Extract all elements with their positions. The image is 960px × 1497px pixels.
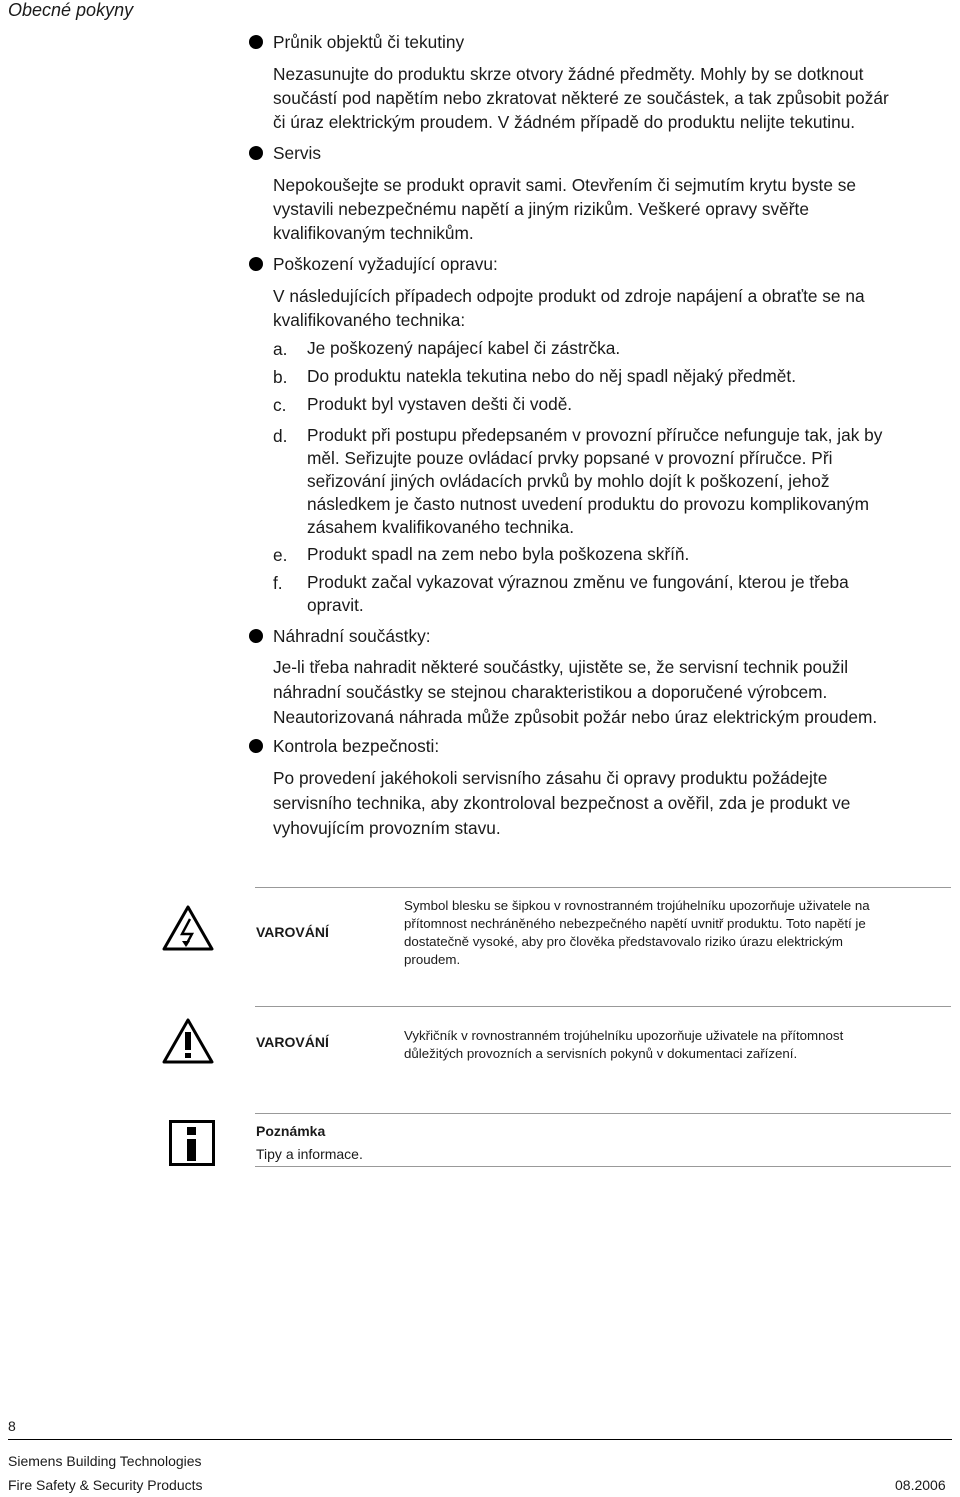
paragraph-line: vyhovujícím provozním stavu. — [273, 818, 501, 838]
notice-text-line: důležitých provozních a servisních pokynů v dokumentaci zařízení. — [404, 1046, 798, 1061]
footer-company: Siemens Building Technologies — [8, 1453, 202, 1469]
list-item: zásahem kvalifikovaného technika. — [307, 517, 575, 537]
bullet — [249, 257, 263, 271]
bullet — [249, 739, 263, 753]
list-item: Produkt spadl na zem nebo byla poškozena skříň. — [307, 544, 690, 564]
paragraph-line: součástí pod napětím nebo zkratovat některé ze součástek, a tak způsobit požár — [273, 88, 889, 108]
paragraph-line: Neautorizovaná náhrada může způsobit požár nebo úraz elektrickým proudem. — [273, 707, 878, 727]
exclamation-warning-icon — [161, 1017, 215, 1065]
paragraph-line: vystavili nebezpečnému napětí a jiným rizikům. Veškeré opravy svěřte — [273, 199, 809, 219]
bullet — [249, 146, 263, 160]
paragraph-line: V následujících případech odpojte produkt od zdroje napájení a obraťte se na — [273, 286, 865, 306]
divider — [255, 1166, 951, 1167]
paragraph-line: Je-li třeba nahradit některé součástky, ujistěte se, že servisní technik použil — [273, 657, 849, 677]
list-letter: b. — [273, 367, 288, 387]
note-label: Poznámka — [256, 1123, 326, 1139]
paragraph-line: kvalifikovaným technikům. — [273, 223, 474, 243]
paragraph-line: kvalifikovaného technika: — [273, 310, 466, 330]
notice-text-line: dostatečně vysoké, aby pro člověka představovalo riziko úrazu elektrickým — [404, 934, 843, 949]
section-title: Náhradní součástky: — [273, 626, 431, 646]
paragraph-line: či úraz elektrickým proudem. V žádném případě do produktu nelijte tekutinu. — [273, 112, 856, 132]
warning-label: VAROVÁNÍ — [256, 1034, 329, 1050]
divider — [255, 1006, 951, 1007]
notice-text-line: Symbol blesku se šipkou v rovnostranném trojúhelníku upozorňuje uživatele na — [404, 898, 870, 913]
notice-text-line: proudem. — [404, 952, 461, 967]
note-text: Tipy a informace. — [256, 1146, 363, 1162]
lightning-warning-icon — [161, 904, 215, 952]
list-item: Produkt byl vystaven dešti či vodě. — [307, 394, 573, 414]
list-item: Produkt při postupu předepsaném v provozní příručce nefunguje tak, jak by — [307, 425, 883, 445]
list-item: seřizování jiných ovládacích prvků by mohlo dojít k poškození, jehož — [307, 471, 830, 491]
section-title: Poškození vyžadující opravu: — [273, 254, 498, 274]
list-letter: c. — [273, 395, 287, 415]
list-letter: a. — [273, 339, 288, 359]
list-item: Do produktu natekla tekutina nebo do něj spadl nějaký předmět. — [307, 366, 796, 386]
list-letter: e. — [273, 545, 288, 565]
bullet — [249, 629, 263, 643]
section-title: Kontrola bezpečnosti: — [273, 736, 440, 756]
list-item: Produkt začal vykazovat výraznou změnu ve fungování, kterou je třeba — [307, 572, 849, 592]
notice-text-line: přítomnost nechráněného nebezpečného napětí uvnitř produktu. Toto napětí je — [404, 916, 866, 931]
footer-division: Fire Safety & Security Products — [8, 1477, 203, 1493]
page-number: 8 — [8, 1418, 16, 1434]
divider — [255, 1113, 951, 1114]
list-letter: f. — [273, 573, 283, 593]
warning-label: VAROVÁNÍ — [256, 924, 329, 940]
notice-text-line: Vykřičník v rovnostranném trojúhelníku upozorňuje uživatele na přítomnost — [404, 1028, 844, 1043]
list-item: Je poškozený napájecí kabel či zástrčka. — [307, 338, 621, 358]
list-item: měl. Seřizujte pouze ovládací prvky popsané v provozní příručce. Při — [307, 448, 833, 468]
page-header-title: Obecné pokyny — [8, 0, 134, 20]
paragraph-line: servisního technika, aby zkontroloval bezpečnost a ověřil, zda je produkt ve — [273, 793, 851, 813]
list-letter: d. — [273, 426, 288, 446]
paragraph-line: Nepokoušejte se produkt opravit sami. Otevřením či sejmutím krytu byste se — [273, 175, 856, 195]
footer-divider — [8, 1439, 952, 1440]
bullet — [249, 35, 263, 49]
divider — [255, 887, 951, 888]
paragraph-line: Nezasunujte do produktu skrze otvory žádné předměty. Mohly by se dotknout — [273, 64, 864, 84]
section-title: Průnik objektů či tekutiny — [273, 32, 465, 52]
paragraph-line: Po provedení jakéhokoli servisního zásahu či opravy produktu požádejte — [273, 768, 828, 788]
list-item: následkem je často nutnost uvedení produktu do provozu komplikovaným — [307, 494, 869, 514]
paragraph-line: náhradní součástky se stejnou charakteristikou a doporučené výrobcem. — [273, 682, 828, 702]
footer-date: 08.2006 — [895, 1477, 946, 1493]
section-title: Servis — [273, 143, 322, 163]
info-icon — [169, 1120, 215, 1166]
list-item: opravit. — [307, 595, 364, 615]
